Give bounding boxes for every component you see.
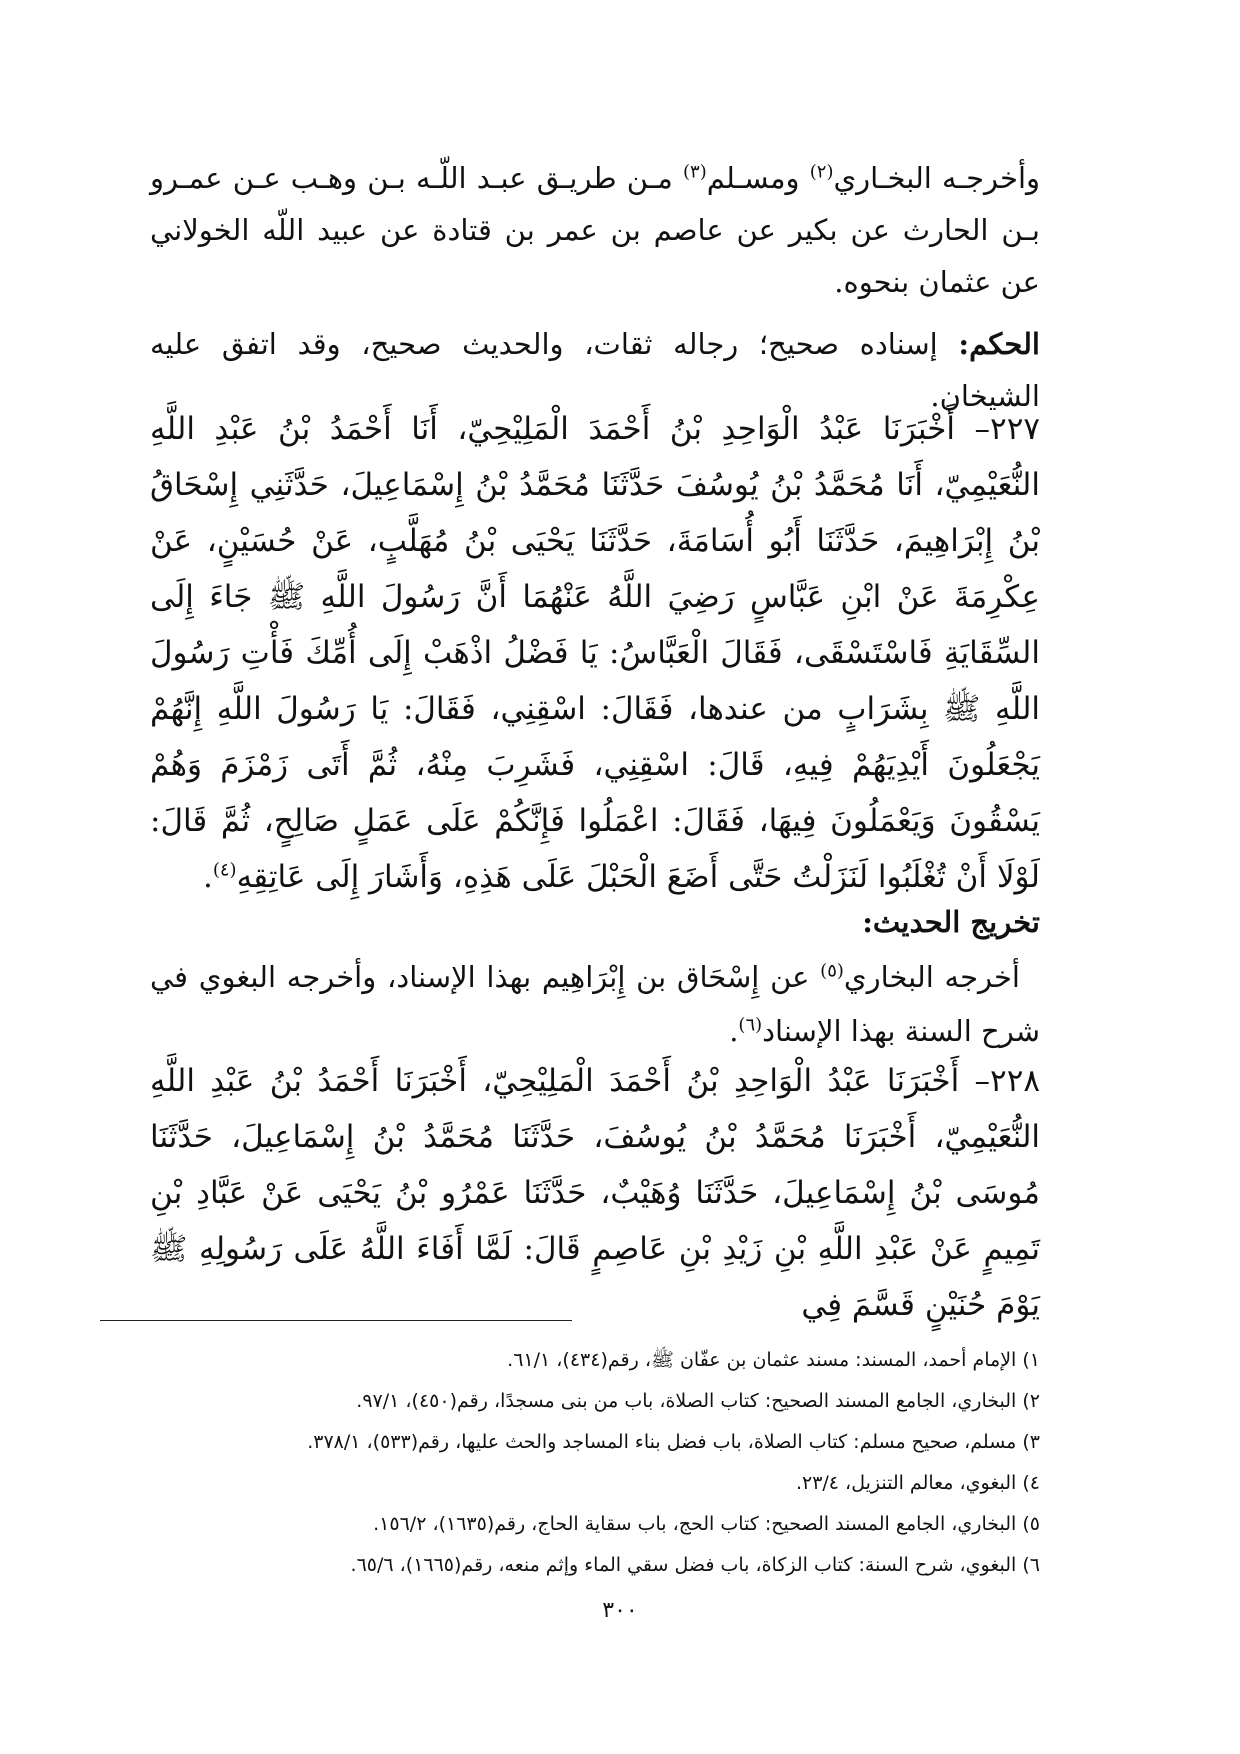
hadith-228 [150,1053,1040,1333]
page-number: ٣٠٠ [602,1598,638,1623]
footnote-ref-5[interactable]: (٥) [820,960,844,982]
hadith-227 [150,401,1040,905]
footnote-ref-3[interactable]: (٣) [683,161,707,183]
footnote-item: ٤) البغوي، معالم التنزيل، ٢٣/٤. [795,1472,1040,1494]
footnotes-list [100,1340,1040,1586]
hadith-end: . [202,859,213,895]
ruling-label: الحكم: [958,327,1040,361]
text-segment: أخرجه البخاري [843,960,1020,994]
footnote-item: ٣) مسلم، صحيح مسلم: كتاب الصلاة، باب فضل بناء المساجد والحث عليها، رقم(٥٣٣)، ٣٧٨/١. [307,1431,1040,1453]
ruling-text: إسناده صحيح؛ رجاله ثقات، والحديث صحيح، وقد اتفق عليه الشيخان. [150,327,1040,413]
text-segment: وأخرجـه البخـاري [833,161,1041,195]
text-segment: ومسـلم [706,161,810,195]
hadith-text: ٢٢٨– أَخْبَرَنَا عَبْدُ الْوَاحِدِ بْنُ أَحْمَدَ الْمَلِيْحِيّ، أَخْبَرَنَا أَحْمَدُ بْنُ عَبْدِ اللَّهِ النُّعَيْمِيّ، أَخْبَرَنَا مُحَمَّدُ بْنُ يُوسُفَ، حَدَّثَنَا مُحَمَّدُ بْنُ إِسْمَاعِيلَ، حَدَّثَنَا مُوسَى بْنُ إِسْمَاعِيلَ، حَدَّثَنَا وُهَيْبٌ، حَدَّثَنَا عَمْرُو بْنُ يَحْيَى عَنْ عَبَّادِ بْنِ تَمِيمٍ عَنْ عَبْدِ اللَّهِ بْنِ زَيْدِ بْنِ عَاصِمٍ قَالَ: لَمَّا أَفَاءَ اللَّهُ عَلَى رَسُولِهِ ﷺ يَوْمَ حُنَيْنٍ قَسَّمَ فِي [150,1063,1040,1323]
footnote-item: ١) الإمام أحمد، المسند: مسند عثمان بن عفّان ﷺ، رقم(٤٣٤)، ٦١/١. [507,1349,1040,1371]
hadith-text: ٢٢٧– أَخْبَرَنَا عَبْدُ الْوَاحِدِ بْنُ أَحْمَدَ الْمَلِيْحِيّ، أَنَا أَحْمَدُ بْنُ عَبْدِ اللَّهِ النُّعَيْمِيّ، أَنَا مُحَمَّدُ بْنُ يُوسُفَ حَدَّثَنَا مُحَمَّدُ بْنُ إِسْمَاعِيلَ، حَدَّثَنِي إِسْحَاقُ بْنُ إِبْرَاهِيمَ، حَدَّثَنَا أَبُو أُسَامَةَ، حَدَّثَنَا يَحْيَى بْنُ مُهَلَّبٍ، عَنْ حُسَيْنٍ، عَنْ عِكْرِمَةَ عَنْ ابْنِ عَبَّاسٍ رَضِيَ اللَّهُ عَنْهُمَا أَنَّ رَسُولَ اللَّهِ ﷺ جَاءَ إِلَى السِّقَايَةِ فَاسْتَسْقَى، فَقَالَ الْعَبَّاسُ: يَا فَضْلُ اذْهَبْ إِلَى أُمِّكَ فَأْتِ رَسُولَ اللَّهِ ﷺ بِشَرَابٍ من عندها، فَقَالَ: اسْقِنِي، فَقَالَ: يَا رَسُولَ اللَّهِ إِنَّهُمْ يَجْعَلُونَ أَيْدِيَهُمْ فِيهِ، قَالَ: اسْقِنِي، فَشَرِبَ مِنْهُ، ثُمَّ أَتَى زَمْزَمَ وَهُمْ يَسْقُونَ وَيَعْمَلُونَ فِيهَا، فَقَالَ: اعْمَلُوا فَإِنَّكُمْ عَلَى عَمَلٍ صَالِحٍ، ثُمَّ قَالَ: لَوْلَا أَنْ تُغْلَبُوا لَنَزَلْتُ حَتَّى أَضَعَ الْحَبْلَ عَلَى هَذِهِ، وَأَشَارَ إِلَى عَاتِقِهِ [150,411,1040,895]
text-segment: مـن طريـق عبـد اللّـه بـن وهـب عـن عمـرو بـن الحارث عن بكير عن عاصم بن عمر بن قتادة عن عبيد اللّه الخولاني عن عثمان بنحوه. [150,161,1040,299]
footnote-ref-2[interactable]: (٢) [809,161,834,183]
text-end: . [729,1014,739,1048]
footnote-item: ٦) البغوي، شرح السنة: كتاب الزكاة، باب فضل سقي الماء وإثم منعه، رقم(١٦٦٥)، ٦٥/٦. [350,1554,1040,1576]
footnote-ref-4[interactable]: (٤) [212,859,237,881]
takhrij-paragraph [150,950,1040,1058]
footnote-separator [100,1320,572,1321]
paragraph-takhrij-previous [150,152,1040,308]
footnote-item: ٢) البخاري، الجامع المسند الصحيح: كتاب الصلاة، باب من بنى مسجدًا، رقم(٤٥٠)، ٩٧/١. [356,1390,1040,1412]
text-segment: عن إِسْحَاق بن إِبْرَاهِيم بهذا الإسناد، وأخرجه البغوي في شرح السنة بهذا الإسناد [150,960,1040,1048]
footnote-ref-6[interactable]: (٦) [738,1014,763,1036]
footnote-item: ٥) البخاري، الجامع المسند الصحيح: كتاب الحج، باب سقاية الحاج، رقم(١٦٣٥)، ١٥٦/٢. [373,1513,1040,1535]
takhrij-heading: تخريج الحديث: [862,905,1040,939]
